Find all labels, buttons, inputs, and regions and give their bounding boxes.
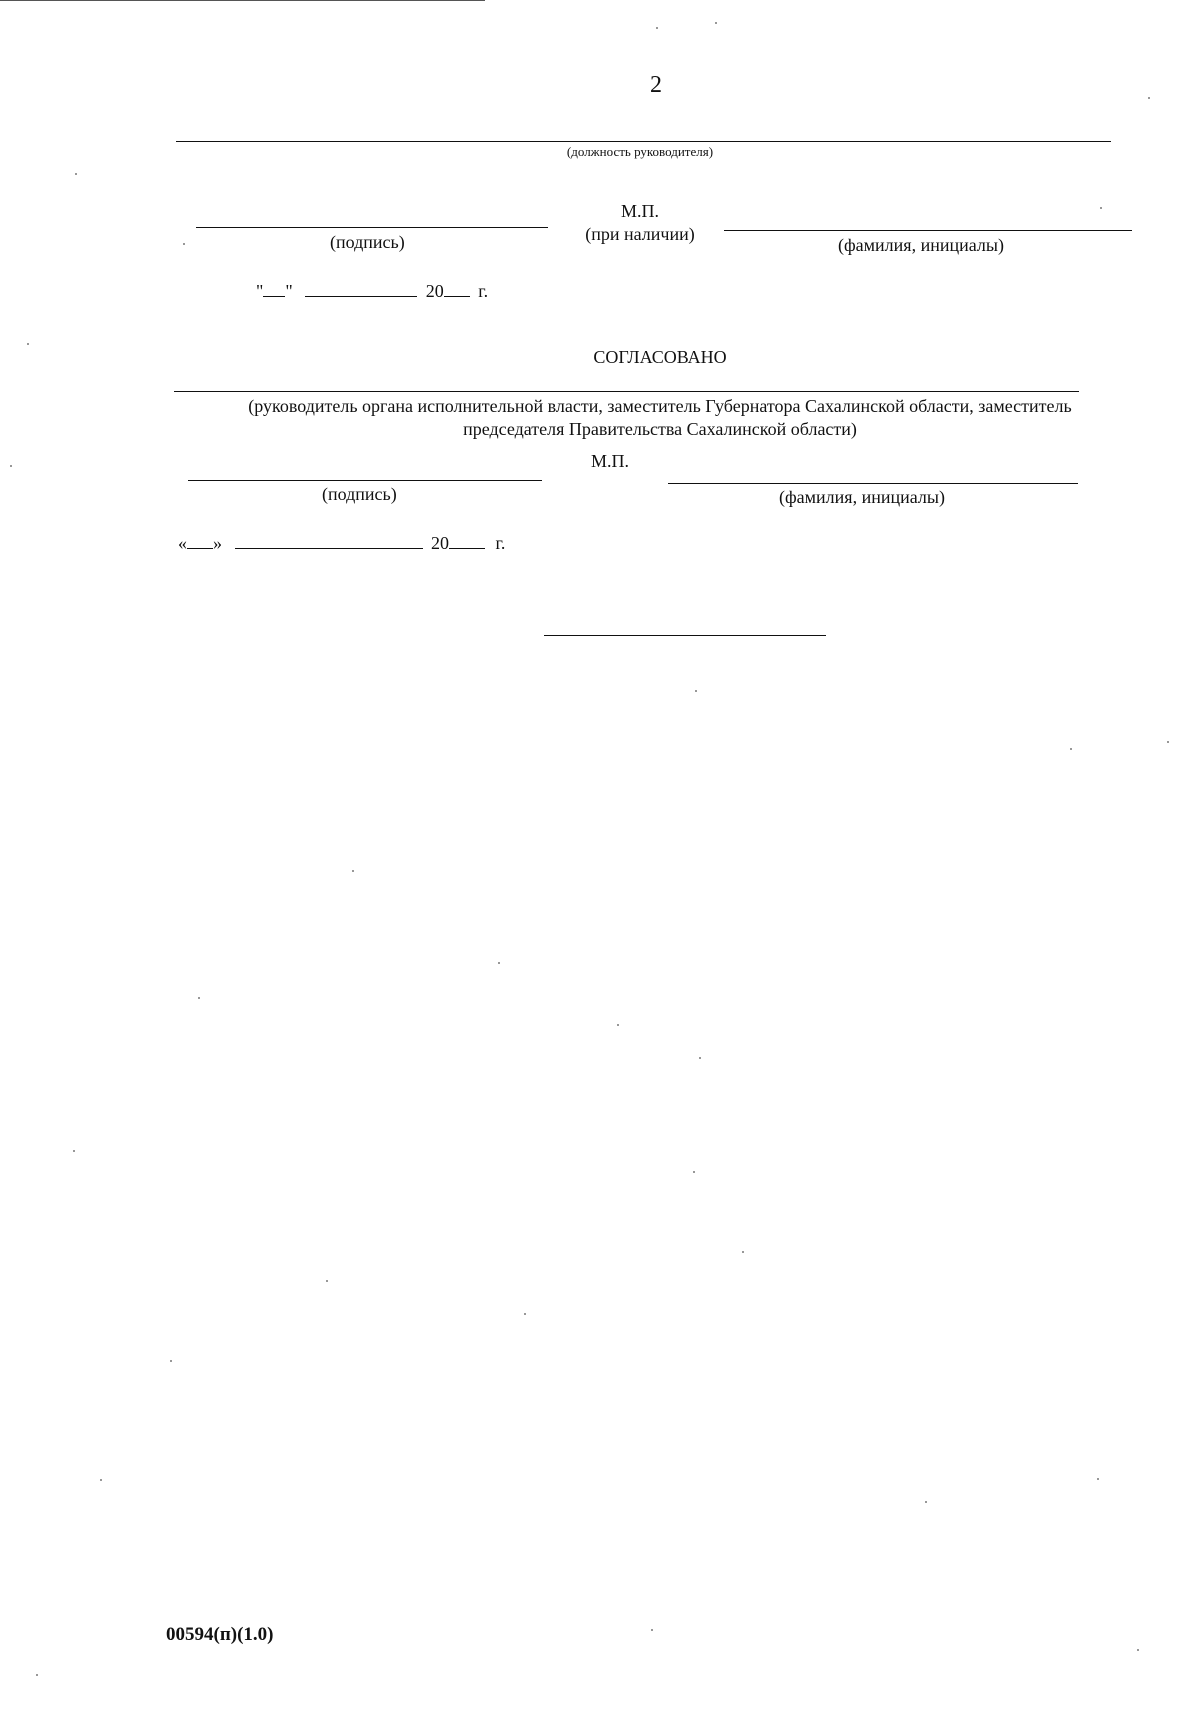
name-caption: (фамилия, инициалы) [779,487,945,507]
date-close-quote: " [285,281,293,301]
date-close-quote: » [213,533,222,553]
footer-code: 00594(п)(1.0) [166,1624,274,1645]
stamp-note: (при наличии) [585,224,695,244]
year-suffix: г. [478,281,489,301]
date-field [178,530,505,554]
scan-edge-line [0,0,485,1]
date-open-quote: " [256,281,264,301]
official-caption-line1: (руководитель органа исполнительной власти, заместитель Губернатора Сахалинской области, заместитель [248,396,1072,416]
signature-line [196,227,548,228]
name-caption: (фамилия, инициалы) [838,235,1004,255]
name-line [668,483,1078,484]
date-field [256,278,488,302]
year-prefix: 20 [425,281,444,301]
signature-caption: (подпись) [322,484,397,504]
year-blank [449,530,485,549]
month-blank [235,530,423,549]
year-suffix: г. [495,533,506,553]
year-prefix: 20 [431,533,449,553]
year-blank [444,278,470,297]
stamp-label: М.П. [590,451,629,471]
position-line [176,141,1111,142]
official-line [174,391,1079,392]
month-blank [305,278,417,297]
closing-divider [544,635,826,636]
stamp-label: М.П. [620,201,659,221]
page-number: 2 [650,72,662,98]
signature-caption: (подпись) [330,232,405,252]
date-open-quote: « [178,533,187,553]
day-blank [263,278,285,297]
day-blank [187,530,213,549]
approval-heading: СОГЛАСОВАНО [593,347,727,367]
official-caption-line2: председателя Правительства Сахалинской области) [463,419,857,439]
position-caption: (должность руководителя) [566,144,714,159]
signature-line [188,480,542,481]
name-line [724,230,1132,231]
